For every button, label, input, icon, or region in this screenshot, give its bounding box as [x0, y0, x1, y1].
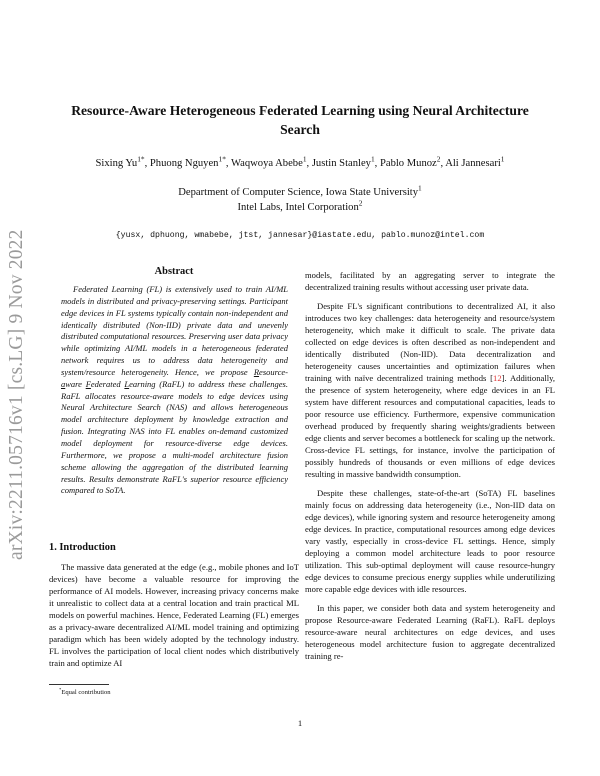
affiliation-2: Intel Labs, Intel Corporation$^2$: [237, 198, 363, 213]
paragraph: Despite these challenges, state-of-the-art (SoTA) FL baselines mainly focus on addressing data heterogeneity (i.e., Non-IID data on edge devices), while ignoring system and resource heterogeneity among edge devices. In practice, computational resources among edge devices vary vastly, especially in cross-device FL settings. Hence, simply deploying a common model architecture leads to poor resource utilization. This sub-optimal deployment will cause resource-hungry edge devices to consume precious energy supplies while underutilizing more capable edge devices with idle resources.: [305, 487, 555, 595]
author-emails: {yusx, dphuong, wmabebe, jtst, jannesar}@iastate.edu, pablo.munoz@intel.com: [115, 231, 485, 240]
title-line-1: Resource-Aware Heterogeneous Federated Learning using Neural Architecture: [71, 103, 529, 118]
footnote-rule: [49, 684, 109, 685]
author: Phuong Nguyen$^{1*}$: [149, 154, 226, 169]
arxiv-stamp: arXiv:2211.05716v1 [cs.LG] 9 Nov 2022: [6, 229, 27, 560]
title-line-2: Search: [280, 122, 320, 137]
paper-title: [40, 101, 560, 139]
page-number: 1: [297, 718, 303, 728]
citation-link[interactable]: 12: [493, 372, 502, 383]
author-list: Sixing $Yu^{1*}$, Phuong Nguyen$^{1*}$, Waqwoya Abebe$^1$, Justin Stanley$^1$, Pablo Munoz$^2$, Ali Jannesari$^1$: [95, 154, 505, 169]
section-heading-introduction: 1. Introduction: [49, 542, 116, 553]
author: Sixing $Yu^{1*}$: [95, 154, 145, 169]
abstract-body: Federated Learning (FL) is extensively used to train AI/ML models in distributed and privacy-preserving settings. Participant edge devices in FL systems typically contain non-independent and identically distributed (Non-IID) private data and unevenly distributed computational resources. Preserving user data privacy while optimizing AI/ML models in a heterogeneous federated network requires us to address data heterogeneity and system/resource heterogeneity. Hence, we propose Resource-aware Federated Learning (RaFL) to address these challenges. RaFL allocates resource-aware models to edge devices using Neural Architecture Search (NAS) and allows heterogeneous model architecture deployment by knowledge extraction and fusion. Integrating NAS into FL enables on-demand customized model deployment for resource-diverse edge devices. Furthermore, we propose a multi-model architecture fusion scheme allowing the aggregation of the distributed learning results. Results demonstrate RaFL's superior resource efficiency compared to SoTA.: [61, 284, 288, 496]
abstract-heading: Abstract: [154, 266, 194, 277]
affiliation-1: Department of Computer Science, Iowa State University$^1$: [178, 183, 422, 198]
author: Ali Jannesari$^1$: [445, 154, 505, 169]
footnote: *Equal contribution: [59, 686, 111, 696]
author: Waqwoya Abebe$^1$: [231, 154, 307, 169]
author: Pablo Munoz$^2$: [379, 154, 441, 169]
paragraph: Despite FL's significant contributions to decentralized AI, it also introduces two key challenges: data heterogeneity and resource/system heterogeneity, which make it difficult to scale. The private data collected on edge devices is often described as non-independent and identically distributed (Non-IID). Data decentralization and heterogeneity causes uncertainties and optimization failures when training with naïve decentralized training methods [12]. Additionally, the presence of system heterogeneity, where edge devices in an FL system have different resources and computational capacities, leads to poor resource use efficiency. Furthermore, expensive communication overhead produced by frequently sharing weights/gradients between edge clients and server becomes a bottleneck for scaling up the network. Cross-device FL settings, for instance, involve the participation of possibly hundreds of thousands or even millions of edge devices resulting in massive bandwidth consumption.: [305, 300, 555, 480]
author: Justin Stanley$^1$: [311, 154, 375, 169]
affiliations: [40, 185, 560, 215]
paragraph: In this paper, we consider both data and system heterogeneity and propose Resource-aware Federated Learning (RaFL). RaFL deploys resource-aware neural architectures on edge devices, and uses heterogeneous model architecture fusion to aggregate decentralized training re-: [305, 602, 555, 661]
right-column: [305, 269, 555, 668]
introduction-left-column: The massive data generated at the edge (e.g., mobile phones and IoT devices) have become a valuable resource for improving the performance of AI models. However, increasing privacy concerns make it unrealistic to collect data at a central location and train practical ML models on powerful machines. Hence, Federated Learning (FL) emerges as a privacy-aware decentralized AI/ML model training and optimizing paradigm which has been widely adopted by the technology industry. FL involves the participation of local client nodes which distributively train and optimize AI: [49, 562, 299, 669]
paragraph: models, facilitated by an aggregating server to integrate the decentralized training results without accessing user private data.: [305, 270, 555, 293]
